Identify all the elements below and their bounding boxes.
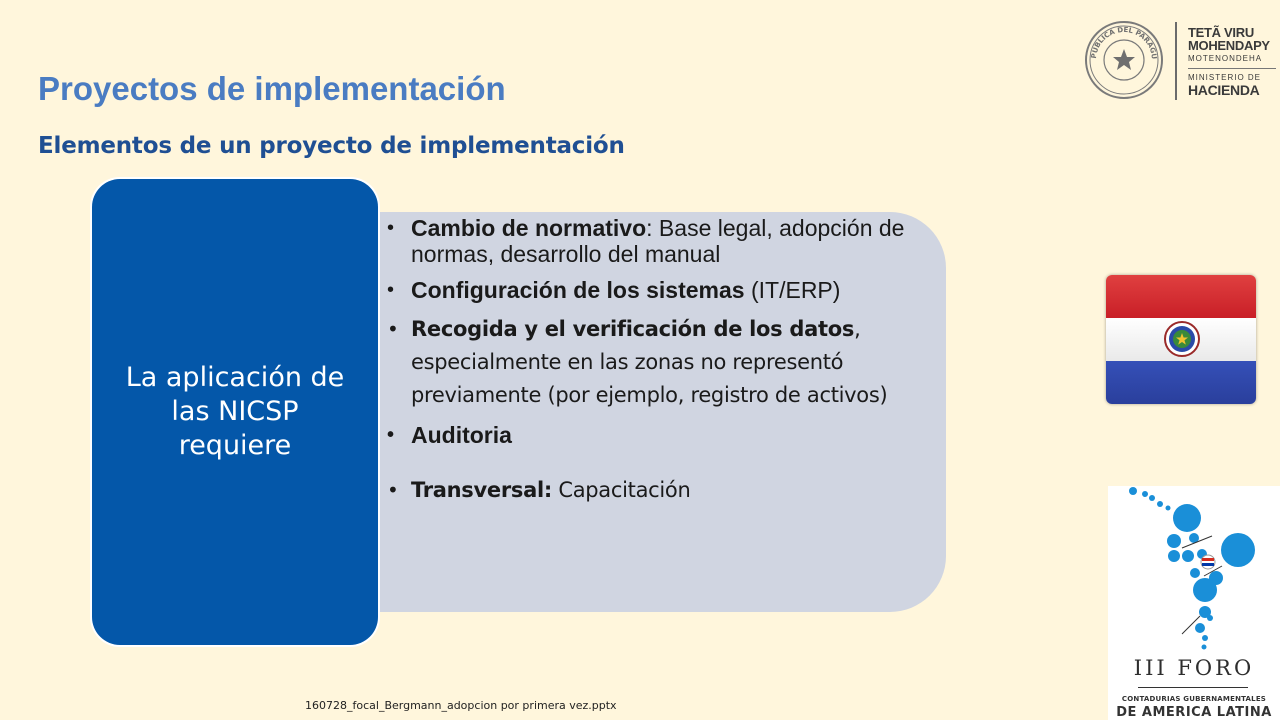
slide-subtitle: Elementos de un proyecto de implementación xyxy=(38,133,625,159)
ministry-line-5: HACIENDA xyxy=(1188,82,1260,98)
list-item-text: (IT/ERP) xyxy=(744,277,841,303)
ministry-line-2: MOHENDAPY xyxy=(1188,38,1270,53)
list-item-text: : Base legal, adopción de normas, desarrollo del manual xyxy=(411,215,905,267)
list-item-transversal xyxy=(385,476,925,504)
flag-red-stripe xyxy=(1106,275,1256,318)
requirement-card-label: La aplicación de las NICSP requiere xyxy=(125,362,345,461)
list-item-normativo xyxy=(385,215,925,267)
foro-rule xyxy=(1138,687,1248,688)
latin-america-dots-icon xyxy=(1108,486,1280,656)
list-item-text: Capacitación xyxy=(551,478,691,502)
ministry-logo-text xyxy=(1188,26,1276,98)
list-item-bold: Configuración de los sistemas xyxy=(411,277,745,303)
list-item-bold: Cambio de normativo xyxy=(411,215,647,241)
ministry-rule xyxy=(1188,68,1276,69)
list-item-bold: Auditoria xyxy=(411,422,512,448)
ministry-line-1: TETÃ VIRU xyxy=(1188,25,1254,40)
list-item-bold: Transversal: xyxy=(411,478,552,502)
ministry-line-4: MINISTERIO DE xyxy=(1188,73,1262,82)
flag-emblem-icon xyxy=(1162,320,1202,360)
requirement-card xyxy=(92,179,378,645)
list-item-datos xyxy=(385,313,925,412)
flag-blue-stripe xyxy=(1106,361,1256,404)
paraguay-flag-icon xyxy=(1106,275,1256,404)
foro-subtitle-1: CONTADURIAS GUBERNAMENTALES xyxy=(1121,695,1267,703)
list-item-auditoria xyxy=(385,422,925,448)
flag-white-stripe xyxy=(1106,318,1256,361)
list-item-text: , especialmente en las zonas no representó previamente (por ejemplo, registro de activos) xyxy=(411,317,888,407)
list-item-sistemas xyxy=(385,277,925,303)
slide-title: Proyectos de implementación xyxy=(38,70,506,107)
ministry-line-3: MOTENONDEHA xyxy=(1188,54,1263,63)
logo-divider xyxy=(1175,22,1177,100)
foro-title: III FORO xyxy=(1133,656,1255,680)
foro-logo xyxy=(1108,486,1280,720)
national-seal-icon xyxy=(1084,20,1164,100)
foro-subtitle-2: DE AMERICA LATINA xyxy=(1116,705,1272,720)
seal-text: PUBLICA DEL PARAGU xyxy=(1089,25,1159,60)
list-item-bold: Recogida y el verificación de los datos xyxy=(411,317,855,341)
footer-filename: 160728_focal_Bergmann_adopcion por primera vez.pptx xyxy=(305,699,617,712)
requirement-list xyxy=(385,215,925,504)
